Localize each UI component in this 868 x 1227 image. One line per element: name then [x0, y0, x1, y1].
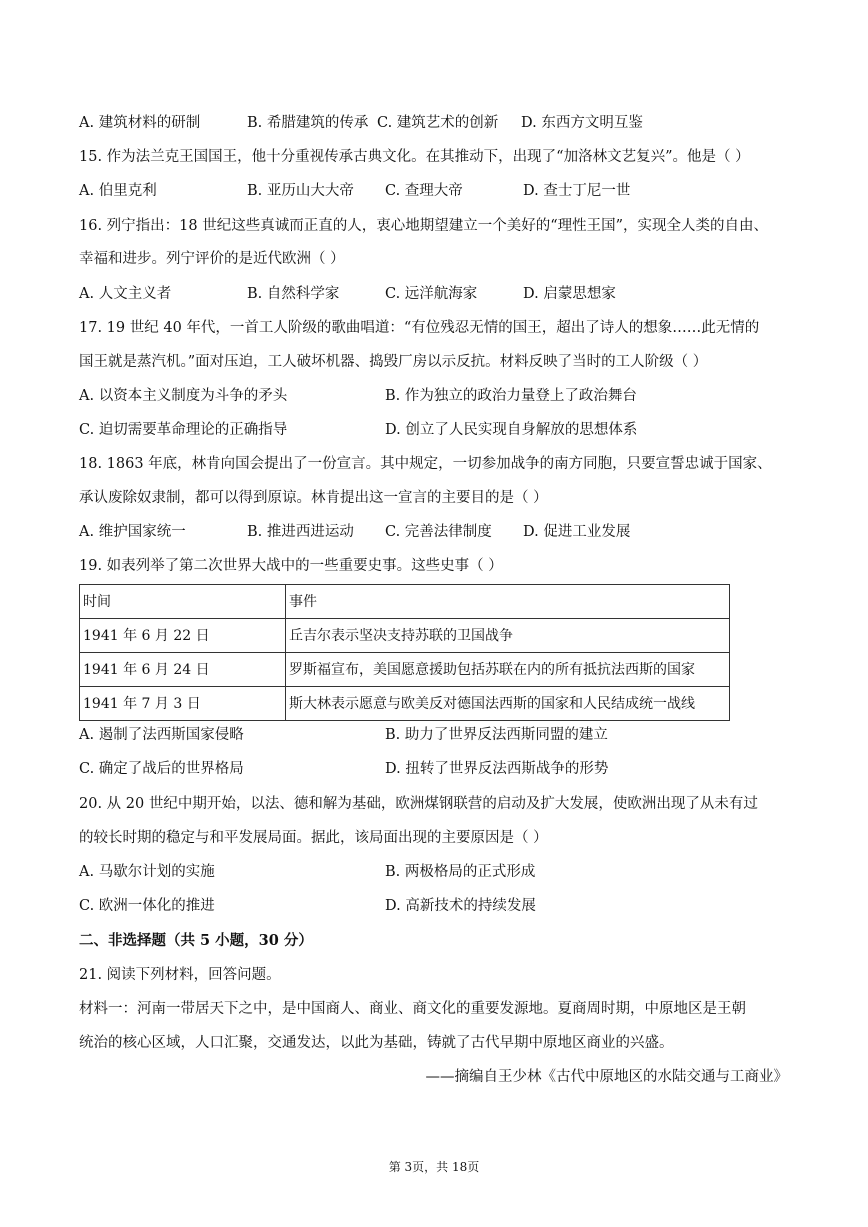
q20-stem-line2: 的较长时期的稳定与和平发展局面。据此，该局面出现的主要原因是（ ）: [79, 830, 548, 846]
q14-option-a: A. 建筑材料的研制: [79, 115, 201, 131]
q16-stem-line1: 16. 列宁指出：18 世纪这些真诚而正直的人，衷心地期望建立一个美好的“理性王国”，实现全人类的自由、: [79, 218, 769, 234]
q16-option-d: D. 启蒙思想家: [523, 286, 616, 302]
table-row: [80, 619, 730, 653]
q18-option-d: D. 促进工业发展: [523, 524, 631, 540]
q14-option-b: B. 希腊建筑的传承: [247, 115, 369, 131]
q18-option-a: A. 维护国家统一: [79, 524, 186, 540]
q19-option-a: A. 遏制了法西斯国家侵略: [79, 727, 244, 743]
q19-option-d: D. 扭转了世界反法西斯战争的形势: [385, 761, 609, 777]
q18-stem-line1: 18. 1863 年底，林肯向国会提出了一份宣言。其中规定，一切参加战争的南方同胞，只要宣誓忠诚于国家、: [79, 456, 772, 472]
q19-option-b: B. 助力了世界反法西斯同盟的建立: [385, 727, 608, 743]
q15-option-d: D. 查士丁尼一世: [523, 183, 631, 199]
q14-option-c: C. 建筑艺术的创新: [377, 115, 499, 131]
table-cell-time: 1941 年 6 月 24 日: [80, 653, 286, 687]
q14-option-d: D. 东西方文明互鉴: [521, 115, 643, 131]
q15-option-b: B. 亚历山大大帝: [247, 183, 354, 199]
table-header-time: 时间: [80, 585, 286, 619]
section-heading: 二、非选择题（共 5 小题，30 分）: [79, 932, 313, 949]
q17-option-b: B. 作为独立的政治力量登上了政治舞台: [385, 388, 637, 404]
page-footer: 第 3页，共 18页: [388, 1160, 480, 1174]
q17-option-d: D. 创立了人民实现自身解放的思想体系: [385, 422, 638, 438]
table-header-row: [80, 585, 730, 619]
table-cell-time: 1941 年 6 月 22 日: [80, 619, 286, 653]
q18-option-c: C. 完善法律制度: [385, 524, 492, 540]
q20-option-c: C. 欧洲一体化的推进: [79, 898, 215, 914]
q19-table: [79, 584, 730, 721]
q21-source: ——摘编自王少林《古代中原地区的水陆交通与工商业》: [425, 1069, 788, 1085]
table-header-event: 事件: [286, 585, 730, 619]
q15-option-a: A. 伯里克利: [79, 183, 157, 199]
q18-stem-line2: 承认废除奴隶制，都可以得到原谅。林肯提出这一宣言的主要目的是（ ）: [79, 490, 548, 506]
table-cell-event: 斯大林表示愿意与欧美反对德国法西斯的国家和人民结成统一战线: [286, 687, 730, 721]
table-cell-time: 1941 年 7 月 3 日: [80, 687, 286, 721]
q21-stem: 21. 阅读下列材料，回答问题。: [79, 967, 281, 983]
q21-material1-line1: 材料一：河南一带居天下之中，是中国商人、商业、商文化的重要发源地。夏商周时期，中原地区是王朝: [79, 1001, 746, 1017]
q17-stem-line2: 国王就是蒸汽机。”面对压迫，工人破坏机器、捣毁厂房以示反抗。材料反映了当时的工人阶级（ ）: [79, 354, 708, 370]
q15-stem: 15. 作为法兰克王国国王，他十分重视传承古典文化。在其推动下，出现了“加洛林文艺复兴”。他是（ ）: [79, 149, 750, 165]
q16-stem-line2: 幸福和进步。列宁评价的是近代欧洲（ ）: [79, 251, 345, 267]
q20-option-b: B. 两极格局的正式形成: [385, 864, 536, 880]
q20-stem-line1: 20. 从 20 世纪中期开始，以法、德和解为基础，欧洲煤钢联营的启动及扩大发展，使欧洲出现了从未有过: [79, 796, 758, 812]
table-cell-event: 罗斯福宣布，美国愿意援助包括苏联在内的所有抵抗法西斯的国家: [286, 653, 730, 687]
q15-option-c: C. 查理大帝: [385, 183, 463, 199]
q19-stem: 19. 如表列举了第二次世界大战中的一些重要史事。这些史事（ ）: [79, 558, 503, 574]
q21-material1-line2: 统治的核心区域，人口汇聚，交通发达，以此为基础，铸就了古代早期中原地区商业的兴盛。: [79, 1035, 674, 1051]
q19-option-c: C. 确定了战后的世界格局: [79, 761, 244, 777]
q16-option-b: B. 自然科学家: [247, 286, 340, 302]
q20-option-d: D. 高新技术的持续发展: [385, 898, 536, 914]
q17-option-a: A. 以资本主义制度为斗争的矛头: [79, 388, 288, 404]
q17-stem-line1: 17. 19 世纪 40 年代，一首工人阶级的歌曲唱道：“有位残忍无情的国王，超出了诗人的想象……此无情的: [79, 320, 760, 336]
q17-option-c: C. 迫切需要革命理论的正确指导: [79, 422, 288, 438]
table-row: [80, 653, 730, 687]
table-row: [80, 687, 730, 721]
q18-option-b: B. 推进西进运动: [247, 524, 354, 540]
q20-option-a: A. 马歇尔计划的实施: [79, 864, 215, 880]
table-cell-event: 丘吉尔表示坚决支持苏联的卫国战争: [286, 619, 730, 653]
q16-option-c: C. 远洋航海家: [385, 286, 478, 302]
q16-option-a: A. 人文主义者: [79, 286, 172, 302]
